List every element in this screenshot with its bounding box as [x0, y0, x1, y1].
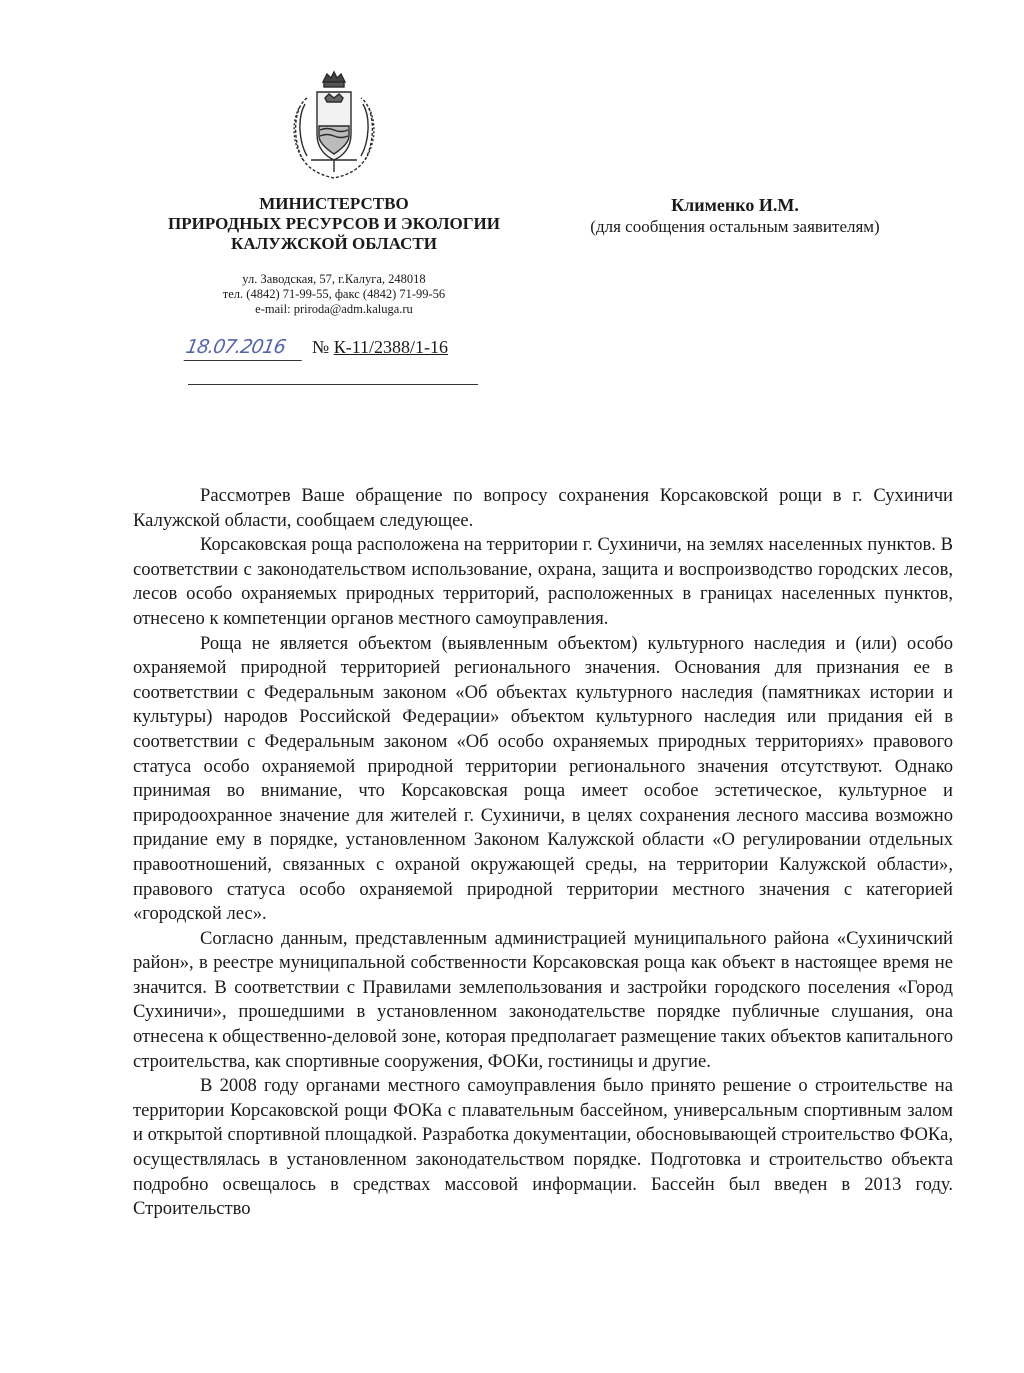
address-line-email: e-mail: priroda@adm.kaluga.ru [255, 302, 413, 316]
kaluga-coat-of-arms-icon [287, 68, 381, 180]
reference-blank-line [188, 384, 478, 385]
registration-line [176, 334, 506, 364]
ministry-line-3: КАЛУЖСКОЙ ОБЛАСТИ [231, 234, 437, 253]
registration-number-value: К-11/2388/1-16 [333, 337, 449, 357]
ministry-name [150, 194, 518, 254]
body-paragraph-4: Согласно данным, представленным администрацией муниципального района «Сухиничский район», в реестре муниципальной собственности Корсаковская роща как объект в настоящее время не значится. В соответствии с Правилами землепользования и застройки городского поселения «Город Сухиничи», прошедшими в установленном законодательстве порядке публичные слушания, она отнесена к общественно-деловой зоне, которая предполагает размещение таких объектов капитального строительства, как спортивные сооружения, ФОКи, гостиницы и другие. [133, 927, 953, 1072]
letter-body [133, 484, 953, 1222]
body-paragraph-1: Рассмотрев Ваше обращение по вопросу сохранения Корсаковской рощи в г. Сухиничи Калужской области, сообщаем следующее. [133, 485, 953, 531]
ministry-address [150, 272, 518, 317]
registration-number [312, 336, 448, 358]
ministry-line-1: МИНИСТЕРСТВО [259, 194, 409, 213]
addressee-block [530, 194, 940, 238]
body-paragraph-2: Корсаковская роща расположена на территории г. Сухиничи, на землях населенных пунктов. В соответствии с законодательством использование, охрана, защита и воспроизводство городских лесов, лесов особо охраняемых природных территорий, расположенных в границах населенных пунктов, отнесено к компетенции органов местного самоуправления. [133, 534, 953, 629]
registration-number-sign: № [312, 337, 330, 357]
addressee-name: Клименко И.М. [671, 195, 799, 215]
addressee-note: (для сообщения остальным заявителям) [590, 217, 880, 236]
body-paragraph-3: Роща не является объектом (выявленным объектом) культурного наследия и (или) особо охраняемой природной территорией регионального значения. Основания для признания ее в соответствии с Федеральным законом «Об объектах культурного наследия (памятниках истории и культуры) народов Российской Федерации» объектом культурного наследия или придания ей в соответствии с Федеральным законом «Об особо охраняемых природных территориях» правового статуса особо охраняемой природной территории регионального значения отсутствуют. Однако принимая во внимание, что Корсаковская роща имеет особое эстетическое, культурное и природоохранное значение для жителей г. Сухиничи, в целях сохранения лесного массива возможно придание ему в порядке, установленном Законом Калужской области «О регулировании отдельных правоотношений, связанных с охраной окружающей среды, на территории Калужской области», правового статуса особо охраняемой природной территории местного значения с категорией «городской лес». [133, 632, 953, 925]
address-line-phone: тел. (4842) 71-99-55, факс (4842) 71-99-56 [222, 287, 446, 301]
address-line-street: ул. Заводская, 57, г.Калуга, 248018 [242, 272, 426, 286]
registration-date: 18.07.2016 [184, 334, 307, 361]
ministry-line-2: ПРИРОДНЫХ РЕСУРСОВ И ЭКОЛОГИИ [168, 214, 500, 233]
body-paragraph-5: В 2008 году органами местного самоуправления было принято решение о строительстве на территории Корсаковской рощи ФОКа с плавательным бассейном, универсальным спортивным залом и открытой спортивной площадкой. Разработка документации, обосновывающей строительство ФОКа, осуществлялась в установленном законодательством порядке. Подготовка и строительство объекта подробно освещалось в средствах массовой информации. Бассейн был введен в 2013 году. Строительство [133, 1075, 953, 1220]
